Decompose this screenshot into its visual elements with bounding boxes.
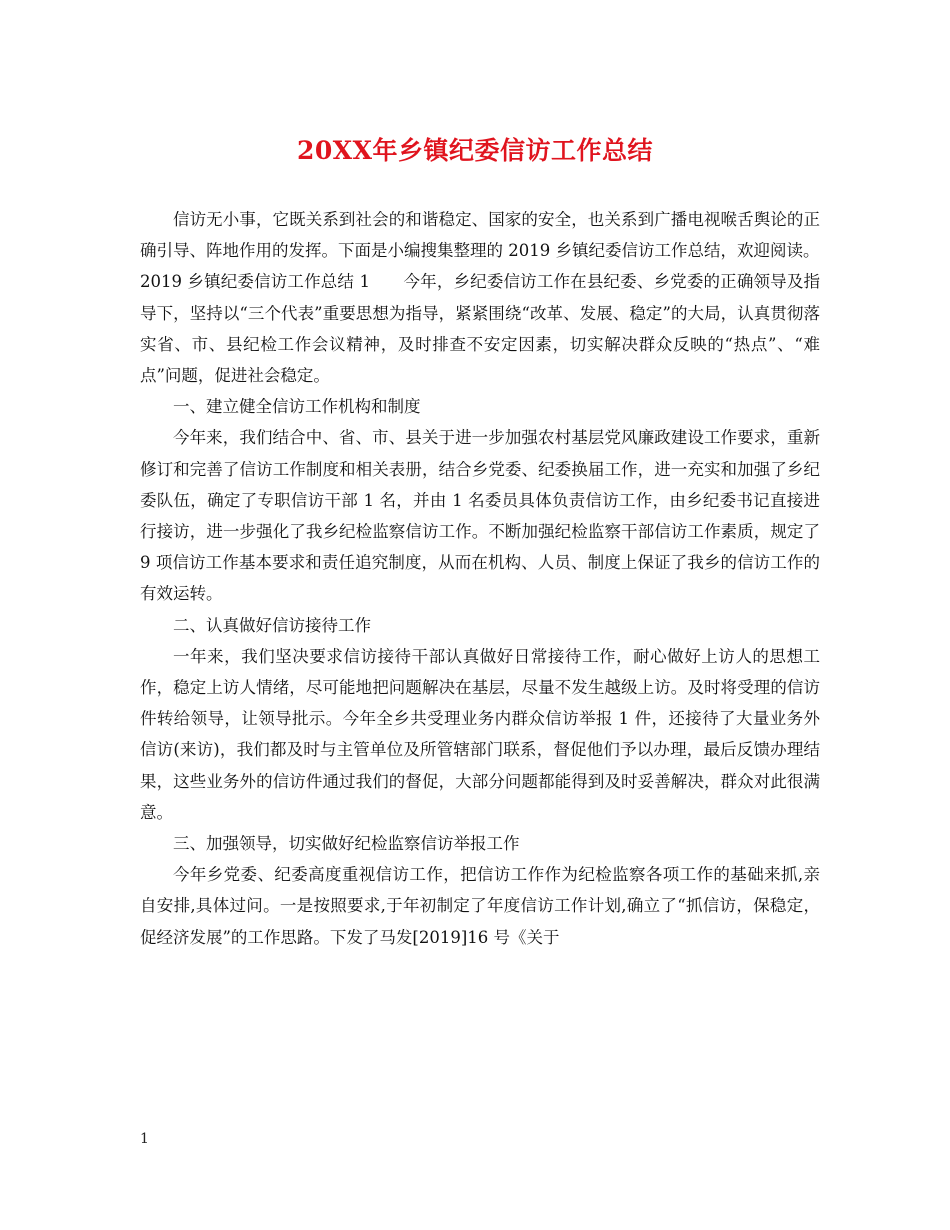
section-paragraph-3: 今年乡党委、纪委高度重视信访工作，把信访工作作为纪检监察各项工作的基础来抓,亲自安排,具体过问。一是按照要求,于年初制定了年度信访工作计划,确立了“抓信访，保稳定，促经济发展”的工作思路。下发了马发[2019]16 号《关于 bbox=[140, 865, 820, 947]
section-paragraph-2: 一年来，我们坚决要求信访接待干部认真做好日常接待工作，耐心做好上访人的思想工作，稳定上访人情绪，尽可能地把问题解决在基层，尽量不发生越级上访。及时将受理的信访件转给领导，让领导批示。今年全乡共受理业务内群众信访举报 1 件，还接待了大量业务外信访(来访)，我们都及时与主管单位及所管辖部门联系，督促他们予以办理，最后反馈办理结果，这些业务外的信访件通过我们的督促，大部分问题都能得到及时妥善解决，群众对此很满意。 bbox=[140, 646, 820, 822]
section-heading-1: 一、建立健全信访工作机构和制度 bbox=[173, 397, 421, 417]
intro-paragraph: 信访无小事，它既关系到社会的和谐稳定、国家的安全，也关系到广播电视喉舌舆论的正确引导、阵地作用的发挥。下面是小编搜集整理的 2019 乡镇纪委信访工作总结，欢迎阅读。 bbox=[140, 210, 820, 261]
document-title: 20XX年乡镇纪委信访工作总结 bbox=[296, 136, 654, 165]
section-heading-3: 三、加强领导，切实做好纪检监察信访举报工作 bbox=[173, 834, 520, 854]
summary-paragraph: 2019 乡镇纪委信访工作总结 1 今年，乡纪委信访工作在县纪委、乡党委的正确领导及指导下，坚持以“三个代表”重要思想为指导，紧紧围绕“改革、发展、稳定”的大局，认真贯彻落实省、市、县纪检工作会议精神，及时排查不安定因素，切实解决群众反映的“热点”、“难点”问题，促进社会稳定。 bbox=[140, 272, 820, 386]
section-paragraph-1: 今年来，我们结合中、省、市、县关于进一步加强农村基层党风廉政建设工作要求，重新修订和完善了信访工作制度和相关表册，结合乡党委、纪委换届工作，进一充实和加强了乡纪委队伍，确定了专职信访干部 1 名，并由 1 名委员具体负责信访工作，由乡纪委书记直接进行接访，进一步强化了我乡纪检监察信访工作。不断加强纪检监察干部信访工作素质，规定了 9 项信访工作基本要求和责任追究制度，从而在机构、人员、制度上保证了我乡的信访工作的有效运转。 bbox=[140, 428, 820, 604]
document-body bbox=[140, 204, 820, 953]
section-heading-2: 二、认真做好信访接待工作 bbox=[173, 615, 371, 635]
page-number: 1 bbox=[140, 1131, 149, 1147]
